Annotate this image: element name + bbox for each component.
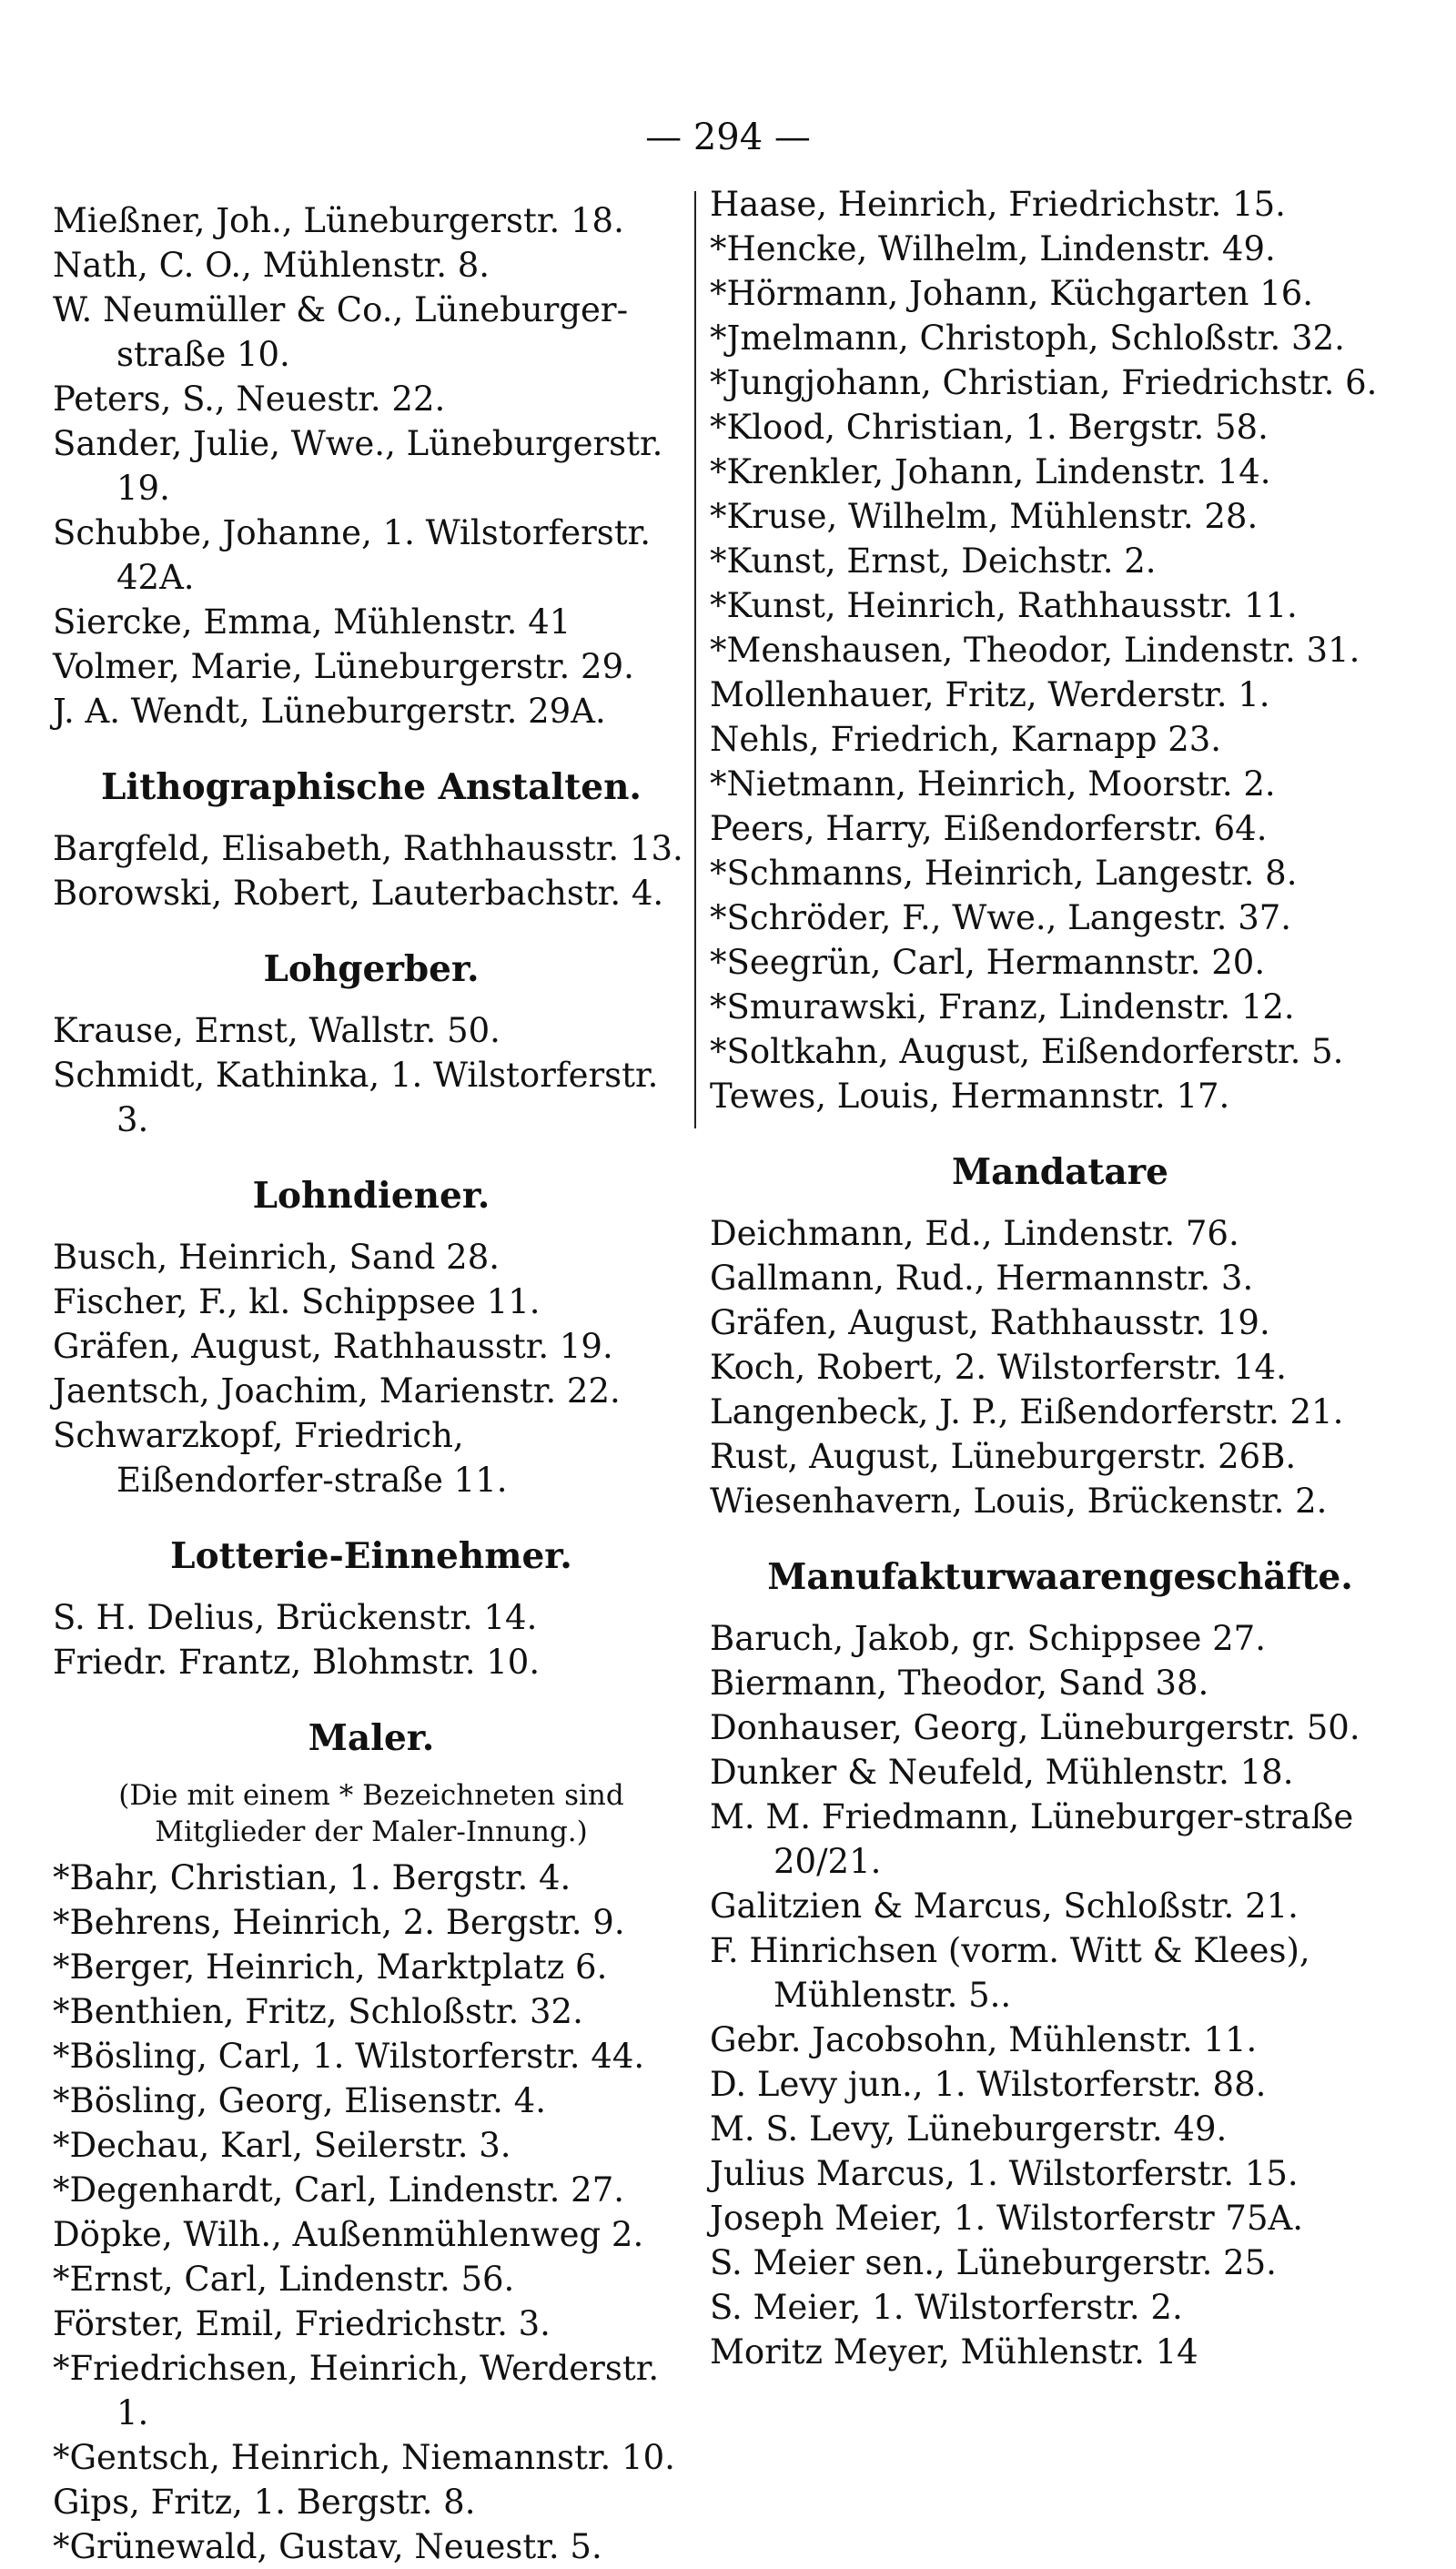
column-divider <box>694 191 696 1128</box>
directory-entry: Schmidt, Kathinka, 1. Wilstorferstr. 3. <box>53 1056 659 1139</box>
directory-entry: D. Levy jun., 1. Wilstorferstr. 88. <box>710 2065 1267 2104</box>
directory-entry: *Berger, Heinrich, Marktplatz 6. <box>53 1947 608 1987</box>
section-note: (Die mit einem * Bezeichneten sind Mitglieder der Maler-Innung.) <box>118 1779 624 1848</box>
directory-entry: *Behrens, Heinrich, 2. Bergstr. 9. <box>53 1903 625 1942</box>
directory-entry: F. Hinrichsen (vorm. Witt & Klees), Mühlenstr. 5.. <box>710 1931 1310 2015</box>
directory-entry: *Gentsch, Heinrich, Niemannstr. 10. <box>53 2438 675 2477</box>
right-column <box>710 182 1410 2374</box>
directory-entry: Galitzien & Marcus, Schloßstr. 21. <box>710 1886 1299 1926</box>
directory-entry: *Schröder, F., Wwe., Langestr. 37. <box>710 898 1292 937</box>
directory-entry: Döpke, Wilh., Außenmühlenweg 2. <box>53 2215 644 2254</box>
directory-entry: Nehls, Friedrich, Karnapp 23. <box>710 720 1222 759</box>
directory-entry: Sander, Julie, Wwe., Lüneburgerstr. 19. <box>53 424 663 508</box>
directory-entry: Donhauser, Georg, Lüneburgerstr. 50. <box>710 1708 1360 1747</box>
directory-entry: Peers, Harry, Eißendorferstr. 64. <box>710 809 1268 848</box>
section-heading: Maler. <box>308 1717 435 1759</box>
directory-entry: *Kunst, Heinrich, Rathhausstr. 11. <box>710 586 1298 625</box>
directory-entry: Gräfen, August, Rathhausstr. 19. <box>710 1303 1270 1342</box>
directory-entry: Julius Marcus, 1. Wilstorferstr. 15. <box>710 2154 1299 2193</box>
directory-entry: *Bahr, Christian, 1. Bergstr. 4. <box>53 1858 571 1897</box>
directory-entry: *Kruse, Wilhelm, Mühlenstr. 28. <box>710 497 1259 536</box>
directory-entry: Baruch, Jakob, gr. Schippsee 27. <box>710 1619 1266 1658</box>
directory-entry: Rust, August, Lüneburgerstr. 26B. <box>710 1437 1297 1476</box>
directory-entry: Deichmann, Ed., Lindenstr. 76. <box>710 1214 1239 1253</box>
directory-entry: J. A. Wendt, Lüneburgerstr. 29A. <box>53 692 606 731</box>
directory-entry: *Krenkler, Johann, Lindenstr. 14. <box>710 452 1271 491</box>
directory-entry: Wiesenhavern, Louis, Brückenstr. 2. <box>710 1482 1328 1521</box>
directory-entry: Krause, Ernst, Wallstr. 50. <box>53 1011 500 1050</box>
directory-entry: Friedr. Frantz, Blohmstr. 10. <box>53 1643 541 1682</box>
directory-entry: W. Neumüller & Co., Lüneburger-straße 10. <box>53 290 629 374</box>
section-heading: Lohgerber. <box>263 948 480 990</box>
directory-entry: M. M. Friedmann, Lüneburger-straße 20/21. <box>710 1797 1354 1881</box>
directory-entry: *Nietmann, Heinrich, Moorstr. 2. <box>710 764 1276 804</box>
directory-entry: Tewes, Louis, Hermannstr. 17. <box>710 1077 1230 1116</box>
directory-entry: Busch, Heinrich, Sand 28. <box>53 1238 500 1277</box>
directory-entry: Moritz Meyer, Mühlenstr. 14 <box>710 2332 1198 2372</box>
directory-entry: *Ernst, Carl, Lindenstr. 56. <box>53 2260 515 2299</box>
directory-entry: *Bösling, Carl, 1. Wilstorferstr. 44. <box>53 2037 645 2076</box>
directory-entry: *Hörmann, Johann, Küchgarten 16. <box>710 274 1314 313</box>
directory-entry: Joseph Meier, 1. Wilstorferstr 75A. <box>710 2199 1303 2238</box>
page-number: — 294 — <box>645 116 811 158</box>
directory-entry: Siercke, Emma, Mühlenstr. 41 <box>53 602 571 642</box>
directory-entry: Nath, C. O., Mühlenstr. 8. <box>53 246 490 285</box>
directory-entry: *Friedrichsen, Heinrich, Werderstr. 1. <box>53 2349 660 2432</box>
directory-entry: Schwarzkopf, Friedrich, Eißendorfer-straße 11. <box>53 1416 508 1500</box>
directory-entry: *Seegrün, Carl, Hermannstr. 20. <box>710 943 1266 982</box>
directory-entry: Mollenhauer, Fritz, Werderstr. 1. <box>710 675 1270 714</box>
directory-entry: *Degenhardt, Carl, Lindenstr. 27. <box>53 2170 625 2210</box>
directory-entry: *Dechau, Karl, Seilerstr. 3. <box>53 2126 511 2165</box>
section-heading: Lotterie-Einnehmer. <box>170 1535 572 1577</box>
directory-entry: Bargfeld, Elisabeth, Rathhausstr. 13. <box>53 829 683 868</box>
section-heading: Lithographische Anstalten. <box>100 766 642 808</box>
directory-entry: Langenbeck, J. P., Eißendorferstr. 21. <box>710 1392 1344 1431</box>
directory-entry: Schubbe, Johanne, 1. Wilstorferstr. 42A. <box>53 513 652 597</box>
directory-entry: Borowski, Robert, Lauterbachstr. 4. <box>53 874 664 913</box>
directory-entry: S. H. Delius, Brückenstr. 14. <box>53 1598 538 1637</box>
section-heading: Lohndiener. <box>252 1175 490 1217</box>
directory-entry: Gallmann, Rud., Hermannstr. 3. <box>710 1259 1254 1298</box>
directory-entry: Haase, Heinrich, Friedrichstr. 15. <box>710 185 1286 224</box>
directory-entry: *Smurawski, Franz, Lindenstr. 12. <box>710 987 1295 1027</box>
directory-entry: *Schmanns, Heinrich, Langestr. 8. <box>710 854 1298 893</box>
directory-entry: Jaentsch, Joachim, Marienstr. 22. <box>53 1371 621 1411</box>
directory-entry: Mießner, Joh., Lüneburgerstr. 18. <box>53 201 624 240</box>
section-heading: Mandatare <box>952 1151 1168 1193</box>
directory-entry: *Benthien, Fritz, Schloßstr. 32. <box>53 1992 583 2031</box>
section-heading: Manufakturwaarengeschäfte. <box>767 1556 1353 1598</box>
directory-entry: *Grünewald, Gustav, Neuestr. 5. <box>53 2527 602 2566</box>
directory-entry: *Hencke, Wilhelm, Lindenstr. 49. <box>710 229 1276 268</box>
left-column <box>53 198 690 2569</box>
directory-entry: Peters, S., Neuestr. 22. <box>53 379 446 419</box>
directory-entry: Volmer, Marie, Lüneburgerstr. 29. <box>53 647 634 686</box>
directory-entry: S. Meier sen., Lüneburgerstr. 25. <box>710 2243 1277 2282</box>
directory-entry: *Bösling, Georg, Elisenstr. 4. <box>53 2081 546 2120</box>
directory-entry: Gräfen, August, Rathhausstr. 19. <box>53 1327 613 1366</box>
directory-entry: Dunker & Neufeld, Mühlenstr. 18. <box>710 1753 1294 1792</box>
directory-entry: *Soltkahn, August, Eißendorferstr. 5. <box>710 1032 1344 1071</box>
directory-entry: Koch, Robert, 2. Wilstorferstr. 14. <box>710 1348 1287 1387</box>
directory-entry: Förster, Emil, Friedrichstr. 3. <box>53 2304 551 2343</box>
directory-entry: M. S. Levy, Lüneburgerstr. 49. <box>710 2109 1228 2149</box>
directory-entry: *Klood, Christian, 1. Bergstr. 58. <box>710 408 1269 447</box>
directory-entry: *Jungjohann, Christian, Friedrichstr. 6. <box>710 363 1378 402</box>
directory-entry: *Menshausen, Theodor, Lindenstr. 31. <box>710 631 1360 670</box>
directory-entry: S. Meier, 1. Wilstorferstr. 2. <box>710 2288 1183 2327</box>
directory-entry: *Jmelmann, Christoph, Schloßstr. 32. <box>710 319 1345 358</box>
directory-entry: Gips, Fritz, 1. Bergstr. 8. <box>53 2483 476 2522</box>
directory-entry: *Kunst, Ernst, Deichstr. 2. <box>710 541 1157 581</box>
directory-entry: Fischer, F., kl. Schippsee 11. <box>53 1282 541 1321</box>
directory-entry: Gebr. Jacobsohn, Mühlenstr. 11. <box>710 2020 1258 2059</box>
directory-entry: Biermann, Theodor, Sand 38. <box>710 1664 1209 1703</box>
